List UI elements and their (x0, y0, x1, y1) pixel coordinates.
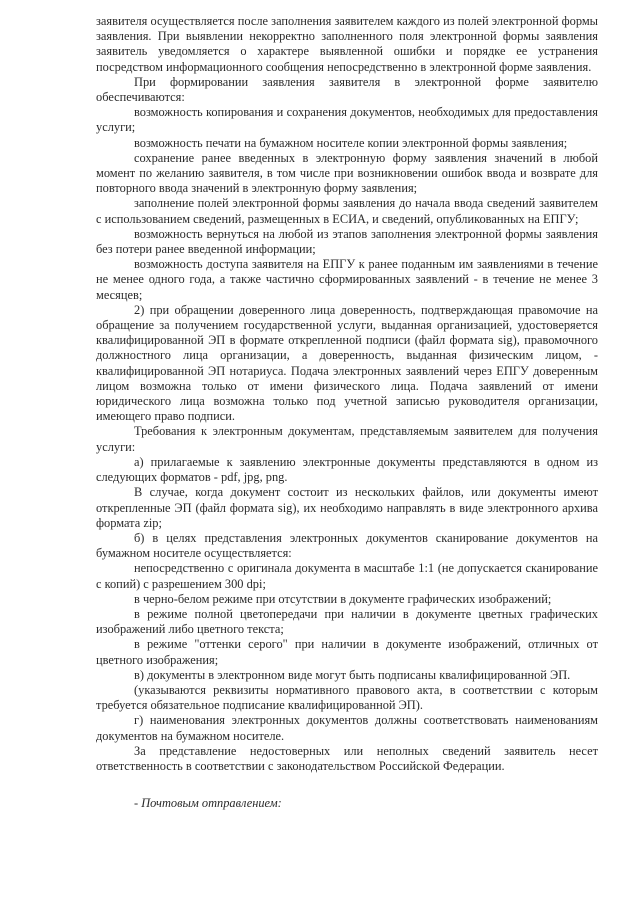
list-item-color: в режиме полной цветопередачи при наличии в документе цветных графических изображений либо цветного текста; (96, 606, 598, 637)
paragraph-proxy: 2) при обращении доверенного лица доверенность, подтверждающая правомочие на обращение за получением государственной услуги, выданная организацией, удостоверяется квалифицированной ЭП в формате открепленной подписи (файл формата sig), правомочного должностного лица организации, а доверенность, выданная физическим лицом, - квалифицированной ЭП нотариуса. Подача электронных заявлений через ЕПГУ доверенным лицом возможна только от имени физического лица. Подача заявлений от имени юридического лица возможна только под учетной записью руководителя организации, имеющего право подписи. (96, 302, 598, 424)
list-item-return: возможность вернуться на любой из этапов заполнения электронной формы заявления без потери ранее введенной информации; (96, 226, 598, 257)
item-v-signature: в) документы в электронном виде могут быть подписаны квалифицированной ЭП. (134, 667, 571, 682)
paragraph-continuation: заявителя осуществляется после заполнения заявителем каждого из полей электронной формы заявления. При выявлении некорректно заполненного поля электронной формы заявления заявитель уведомляется о характере выявленной ошибки и порядке ее устранения посредством информационного сообщения непосредственно в электронной форме заявления. (96, 14, 598, 74)
paragraph-requirements: Требования к электронным документам, представляемым заявителем для получения услуги: (96, 424, 598, 454)
list-item-autofill: заполнение полей электронной формы заявления до начала ввода сведений заявителем с использованием сведений, размещенных в ЕСИА, и сведений, опубликованных на ЕПГУ; (96, 196, 598, 226)
paragraph-archive: В случае, когда документ состоит из нескольких файлов, или документы имеют открепленные ЭП (файл формата sig), их необходимо направлять в виде электронного архива формата zip; (96, 485, 598, 530)
item-b-scanning: б) в целях представления электронных документов сканирование документов на бумажном носителе осуществляется: (96, 530, 598, 561)
item-a-formats: а) прилагаемые к заявлению электронные документы представляются в одном из следующих форматов - pdf, jpg, png. (96, 454, 598, 485)
paragraph-responsibility: За представление недостоверных или неполных сведений заявитель несет ответственность в соответствии с законодательством Российской Федерации. (96, 743, 598, 773)
section-mail-heading: - Почтовым отправлением: (134, 796, 282, 811)
list-item-save: сохранение ранее введенных в электронную форму заявления значений в любой момент по желанию заявителя, в том числе при возникновении ошибок ввода и возврате для повторного ввода значений в электронную форму заявления; (96, 150, 598, 196)
list-item-copy: возможность копирования и сохранения документов, необходимых для предоставления услуги; (96, 105, 598, 135)
list-item-original: непосредственно с оригинала документа в масштабе 1:1 (не допускается сканирование с копий) с разрешением 300 dpi; (96, 561, 598, 591)
list-item-bw: в черно-белом режиме при отсутствии в документе графических изображений; (134, 591, 552, 606)
list-item-grayscale: в режиме "оттенки серого" при наличии в документе изображений, отличных от цветного изображения; (96, 637, 598, 667)
list-item-access: возможность доступа заявителя на ЕПГУ к ранее поданным им заявлениями в течение не менее одного года, а также частично сформированных заявлений - в течение не менее 3 месяцев; (96, 257, 598, 302)
list-item-print: возможность печати на бумажном носителе копии электронной формы заявления; (134, 135, 568, 150)
paragraph-intro: При формировании заявления заявителя в электронной форме заявителю обеспечиваются: (96, 74, 598, 105)
item-g-names: г) наименования электронных документов должны соответствовать наименованиям документов на бумажном носителе. (96, 713, 598, 743)
paragraph-legal-note: (указываются реквизиты нормативного правового акта, в соответствии с которым требуется обязательное подписание квалифицированной ЭП). (96, 682, 598, 713)
